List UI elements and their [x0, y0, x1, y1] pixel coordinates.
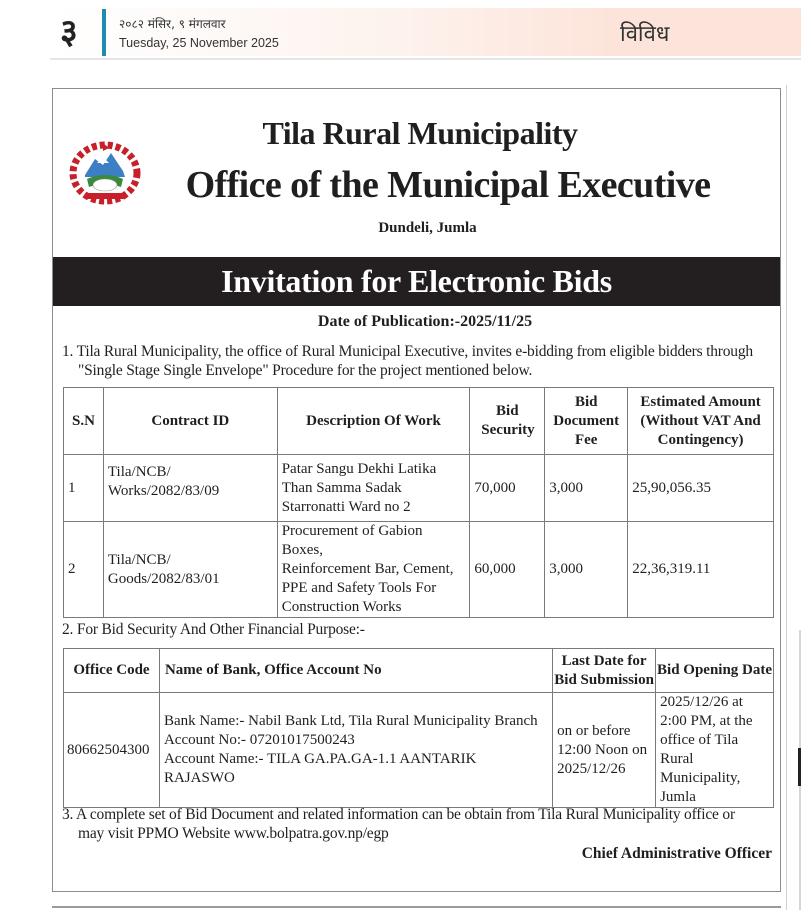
page-number: ३: [60, 12, 78, 52]
paragraph-3: [62, 805, 776, 843]
description-line: Patar Sangu Dekhi Latika: [281, 460, 437, 477]
date-english: Tuesday, 25 November 2025: [119, 36, 279, 50]
paragraph-3-line-1: 3. A complete set of Bid Document and related information can be obtain from Tila Rural Municipality office or: [62, 806, 735, 823]
document-fee-header: Bid Document Fee: [553, 393, 620, 448]
office-name: Office of the Municipal Executive: [185, 164, 711, 206]
paragraph-1: [62, 342, 776, 380]
signatory-title: Chief Administrative Officer: [581, 845, 772, 862]
bid-security: 60,000: [470, 522, 545, 618]
col-document-fee: [545, 388, 628, 455]
col-contract-id: Contract ID: [103, 388, 277, 455]
description-line: PPE and Safety Tools For: [281, 580, 437, 596]
column-divider: [786, 85, 787, 910]
col-sn: S.N: [64, 388, 104, 455]
date-nepali: २०८२ मंसिर, ९ मंगलवार: [119, 17, 226, 31]
office-address: Dundeli, Jumla: [378, 220, 477, 236]
sn: 2: [64, 522, 104, 618]
col-last-date: Last Date for Bid Submission: [553, 649, 656, 693]
bid-opening-date: [656, 693, 774, 808]
col-bank-name: Name of Bank, Office Account No: [159, 649, 552, 693]
accent-bar: [102, 9, 106, 56]
paragraph-1-line-2: "Single Stage Single Envelope" Procedure for the project mentioned below.: [78, 362, 533, 379]
account-number: Account No:- 07201017500243: [163, 732, 355, 748]
description-line: Than Samma Sadak: [281, 479, 402, 496]
office-code: 80662504300: [64, 693, 160, 808]
col-description: Description Of Work: [277, 388, 470, 455]
table-row: [64, 693, 774, 808]
estimated-amount: 22,36,319.11: [628, 522, 774, 618]
notice-title-banner: Invitation for Electronic Bids: [53, 257, 780, 306]
account-name: Account Name:- TILA GA.PA.GA-1.1 AANTARIK RAJASWO: [163, 751, 477, 786]
last-submission-date: [553, 693, 656, 808]
description-line: Reinforcement Bar, Cement,: [281, 561, 454, 577]
contract-id-line: Tila/NCB/: [107, 551, 171, 568]
document-fee: 3,000: [545, 522, 628, 618]
description-line: Construction Works: [281, 599, 402, 615]
bid-security-header: Bid Security: [481, 403, 535, 438]
description-line: Starronatti Ward no 2: [281, 498, 411, 515]
estimated-amount: 25,90,056.35: [628, 455, 774, 522]
opening-line: office of Tila Rural: [660, 732, 739, 767]
bids-table: [63, 387, 774, 618]
col-estimated-amount: Estimated Amount (Without VAT And Contingency): [628, 388, 774, 455]
bank-name: Bank Name:- Nabil Bank Ltd, Tila Rural Municipality Branch: [163, 713, 538, 729]
table-row: [64, 455, 774, 522]
col-bid-security: [470, 388, 545, 455]
contract-id-line: Works/2082/83/09: [107, 483, 220, 499]
col-opening-date: Bid Opening Date: [656, 649, 774, 693]
organization-name: Tila Rural Municipality: [262, 115, 578, 151]
bank-details-table: [63, 648, 774, 808]
last-date-line: on or before: [557, 722, 631, 739]
opening-line: Jumla: [660, 789, 696, 805]
opening-line: 2:00 PM, at the: [660, 713, 753, 729]
publication-date: Date of Publication:-2025/11/25: [317, 313, 533, 330]
document-fee: 3,000: [545, 455, 628, 522]
bid-notice: [52, 88, 781, 892]
last-date-line: 2025/12/26: [557, 760, 626, 777]
header-divider: [50, 58, 801, 60]
paragraph-2: 2. For Bid Security And Other Financial Purpose:-: [62, 621, 365, 638]
sn: 1: [64, 455, 104, 522]
contract-id: [103, 455, 277, 522]
next-ad-border: [52, 906, 781, 908]
paragraph-3-line-2: may visit PPMO Website www.bolpatra.gov.np/egp: [78, 825, 389, 842]
bank-table-header: [64, 649, 774, 693]
col-office-code: Office Code: [64, 649, 160, 693]
description-line: Procurement of Gabion Boxes,: [281, 523, 423, 558]
bids-table-header: [64, 388, 774, 455]
contract-id-line: Goods/2082/83/01: [107, 570, 220, 587]
contract-id-line: Tila/NCB/: [107, 464, 171, 480]
opening-line: Municipality,: [660, 770, 741, 786]
paragraph-1-line-1: 1. Tila Rural Municipality, the office of Rural Municipal Executive, invites e-bidding from eligible bidders through: [62, 343, 753, 360]
section-title: विविध: [620, 22, 670, 47]
bid-security: 70,000: [470, 455, 545, 522]
description: [277, 522, 470, 618]
last-date-line: 12:00 Noon on: [557, 741, 648, 758]
description: [277, 455, 470, 522]
table-row: [64, 522, 774, 618]
contract-id: [103, 522, 277, 618]
bank-account-details: [159, 693, 552, 808]
opening-line: 2025/12/26 at: [660, 694, 743, 710]
